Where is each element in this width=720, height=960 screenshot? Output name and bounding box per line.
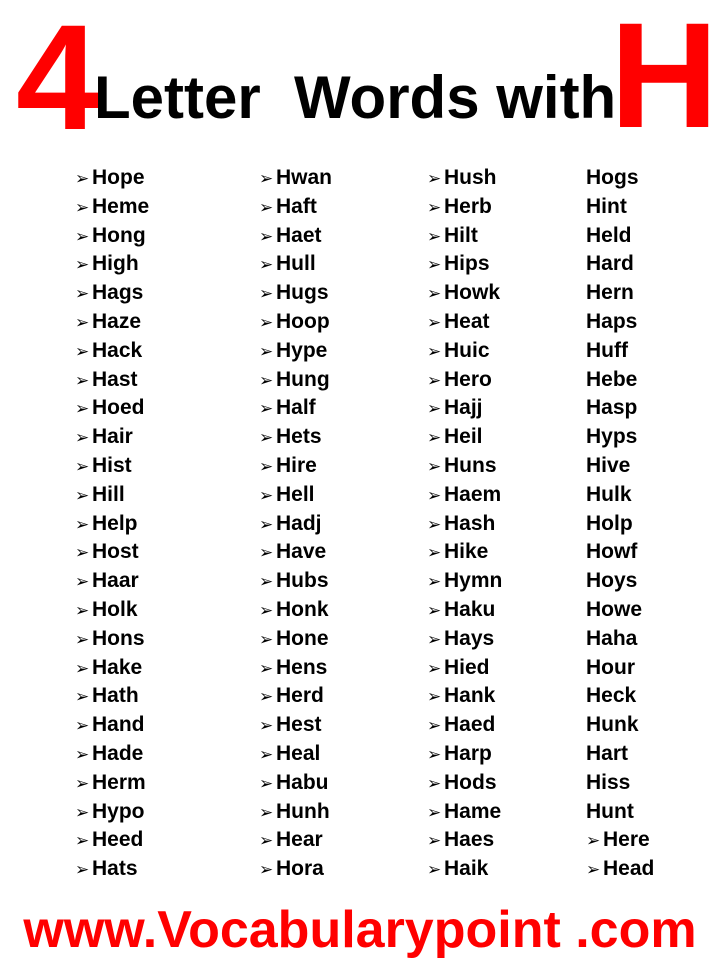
title-words-with: Words with [294, 64, 617, 131]
arrowhead-bullet-icon: ➢ [259, 543, 274, 563]
word-text: Hunt [586, 799, 634, 823]
website-footer: www.Vocabularypoint .com [23, 901, 697, 959]
word-column-3 [427, 164, 502, 884]
word-text: Hunh [276, 799, 330, 823]
arrowhead-bullet-icon: ➢ [259, 860, 274, 880]
word-text: Hons [92, 626, 145, 650]
word-list-item [259, 423, 332, 452]
word-text: Heat [444, 309, 490, 333]
word-text: Help [92, 511, 138, 535]
word-list-item [75, 452, 149, 481]
word-text: Heck [586, 684, 637, 708]
arrowhead-bullet-icon: ➢ [259, 370, 274, 390]
arrowhead-bullet-icon: ➢ [427, 860, 442, 880]
word-list-item [586, 366, 654, 395]
arrowhead-bullet-icon: ➢ [427, 341, 442, 361]
word-list-item [259, 222, 332, 251]
arrowhead-bullet-icon: ➢ [259, 629, 274, 649]
title-big-letter: H [610, 0, 719, 159]
word-list-item [259, 510, 332, 539]
arrowhead-bullet-icon: ➢ [75, 485, 90, 505]
arrowhead-bullet-icon: ➢ [427, 658, 442, 678]
arrowhead-bullet-icon: ➢ [75, 860, 90, 880]
word-text: Haed [444, 713, 496, 737]
word-text: Hope [92, 166, 145, 189]
word-list-item [427, 279, 502, 308]
word-text: Harp [444, 741, 492, 765]
word-text: Held [586, 223, 632, 247]
word-text: Huic [444, 338, 490, 362]
word-list-item [586, 452, 654, 481]
word-list-item [75, 682, 149, 711]
arrowhead-bullet-icon: ➢ [259, 572, 274, 592]
word-text: Hays [444, 626, 495, 650]
arrowhead-bullet-icon: ➢ [259, 197, 274, 217]
word-text: Hebe [586, 367, 638, 391]
word-list-item [586, 510, 654, 539]
word-text: Hwan [276, 166, 333, 189]
word-list-item [75, 625, 149, 654]
arrowhead-bullet-icon: ➢ [259, 428, 274, 448]
arrowhead-bullet-icon: ➢ [75, 773, 90, 793]
word-text: Hype [276, 338, 328, 362]
word-text: Hash [444, 511, 496, 535]
word-text: Hong [92, 223, 146, 247]
word-list-item [427, 394, 502, 423]
word-text: Hags [92, 281, 144, 305]
arrowhead-bullet-icon: ➢ [75, 600, 90, 620]
arrowhead-bullet-icon: ➢ [259, 485, 274, 505]
page-title [0, 0, 720, 161]
arrowhead-bullet-icon: ➢ [75, 226, 90, 246]
arrowhead-bullet-icon: ➢ [259, 341, 274, 361]
word-list-item [259, 193, 332, 222]
word-list-item [427, 711, 502, 740]
arrowhead-bullet-icon: ➢ [259, 831, 274, 851]
word-list-item [427, 250, 502, 279]
arrowhead-bullet-icon: ➢ [586, 831, 601, 851]
word-text: Hasp [586, 396, 638, 420]
word-text: Heal [276, 741, 321, 765]
word-text: Howk [444, 281, 501, 305]
word-text: Hoop [276, 309, 330, 333]
word-text: Hull [276, 252, 316, 276]
arrowhead-bullet-icon: ➢ [427, 543, 442, 563]
word-list-item [75, 308, 149, 337]
word-list-item [427, 654, 502, 683]
word-text: Hora [276, 857, 324, 881]
arrowhead-bullet-icon: ➢ [75, 312, 90, 332]
word-list-item [427, 740, 502, 769]
word-text: Hunk [586, 713, 639, 737]
word-text: Hung [276, 367, 330, 391]
word-list-item [427, 567, 502, 596]
arrowhead-bullet-icon: ➢ [427, 485, 442, 505]
word-list-item [259, 740, 332, 769]
word-list-item [586, 654, 654, 683]
word-list-item [75, 510, 149, 539]
word-list-item [427, 193, 502, 222]
word-list-item [75, 596, 149, 625]
word-text: Hath [92, 684, 139, 708]
word-list-item [586, 596, 654, 625]
word-list-item [75, 250, 149, 279]
word-list-item [427, 308, 502, 337]
word-text: Huff [586, 338, 628, 362]
word-list-item [427, 337, 502, 366]
word-list-item [75, 193, 149, 222]
word-text: Haet [276, 223, 322, 247]
word-list-item [427, 682, 502, 711]
word-text: Hero [444, 367, 492, 391]
word-list-item [75, 769, 149, 798]
word-column-4 [586, 164, 654, 884]
word-list-item [259, 826, 332, 855]
arrowhead-bullet-icon: ➢ [259, 169, 274, 188]
word-list-item [586, 193, 654, 222]
word-list-item [259, 855, 332, 884]
word-text: Hast [92, 367, 138, 391]
arrowhead-bullet-icon: ➢ [427, 716, 442, 736]
word-list-item [586, 481, 654, 510]
arrowhead-bullet-icon: ➢ [427, 284, 442, 304]
word-text: Have [276, 540, 327, 564]
arrowhead-bullet-icon: ➢ [259, 744, 274, 764]
word-text: Hypo [92, 799, 145, 823]
word-column-2 [259, 164, 332, 884]
word-text: Hips [444, 252, 490, 276]
word-text: Hajj [444, 396, 483, 420]
word-list-item [586, 826, 654, 855]
arrowhead-bullet-icon: ➢ [75, 543, 90, 563]
arrowhead-bullet-icon: ➢ [586, 860, 601, 880]
word-text: Herd [276, 684, 324, 708]
word-list-item [75, 279, 149, 308]
word-text: Hand [92, 713, 145, 737]
word-text: Haes [444, 828, 495, 852]
word-list-item [427, 855, 502, 884]
arrowhead-bullet-icon: ➢ [427, 370, 442, 390]
word-text: Here [603, 828, 650, 852]
arrowhead-bullet-icon: ➢ [427, 514, 442, 534]
arrowhead-bullet-icon: ➢ [259, 514, 274, 534]
word-list-item [75, 711, 149, 740]
arrowhead-bullet-icon: ➢ [75, 687, 90, 707]
arrowhead-bullet-icon: ➢ [259, 687, 274, 707]
word-text: Hilt [444, 223, 478, 247]
word-list-item [75, 164, 149, 193]
arrowhead-bullet-icon: ➢ [427, 169, 442, 188]
word-text: Hear [276, 828, 323, 852]
word-text: Half [276, 396, 316, 420]
word-text: Hymn [444, 569, 503, 593]
arrowhead-bullet-icon: ➢ [75, 399, 90, 419]
arrowhead-bullet-icon: ➢ [75, 284, 90, 304]
word-text: Hike [444, 540, 489, 564]
word-text: Huns [444, 453, 497, 477]
word-list-item [75, 481, 149, 510]
word-list-item [75, 855, 149, 884]
word-text: Hair [92, 425, 133, 449]
word-list-item [259, 711, 332, 740]
word-list-item [259, 654, 332, 683]
word-text: Hadj [276, 511, 322, 535]
word-list-item [427, 596, 502, 625]
word-text: Hire [276, 453, 317, 477]
word-list-item [259, 250, 332, 279]
word-list-item [427, 423, 502, 452]
word-list-item [75, 567, 149, 596]
word-text: Honk [276, 597, 329, 621]
arrowhead-bullet-icon: ➢ [259, 312, 274, 332]
word-text: Holk [92, 597, 138, 621]
word-list-item [75, 826, 149, 855]
title-letter-word: Letter [94, 64, 261, 131]
arrowhead-bullet-icon: ➢ [259, 658, 274, 678]
word-text: Hank [444, 684, 496, 708]
word-list-item [259, 769, 332, 798]
arrowhead-bullet-icon: ➢ [259, 716, 274, 736]
word-text: Hone [276, 626, 329, 650]
arrowhead-bullet-icon: ➢ [75, 255, 90, 275]
word-list-item [586, 250, 654, 279]
arrowhead-bullet-icon: ➢ [259, 226, 274, 246]
word-list-item [427, 510, 502, 539]
word-text: Hogs [586, 166, 639, 189]
word-text: Hill [92, 482, 125, 506]
arrowhead-bullet-icon: ➢ [75, 629, 90, 649]
word-text: Hats [92, 857, 138, 881]
arrowhead-bullet-icon: ➢ [75, 456, 90, 476]
word-list-item [427, 222, 502, 251]
arrowhead-bullet-icon: ➢ [427, 802, 442, 822]
word-list-item [259, 164, 332, 193]
word-text: Hack [92, 338, 143, 362]
word-text: Hubs [276, 569, 329, 593]
arrowhead-bullet-icon: ➢ [427, 773, 442, 793]
word-list-item [586, 567, 654, 596]
word-text: Hart [586, 741, 629, 765]
arrowhead-bullet-icon: ➢ [427, 687, 442, 707]
arrowhead-bullet-icon: ➢ [427, 600, 442, 620]
word-text: Hive [586, 453, 631, 477]
word-list-item [75, 423, 149, 452]
word-text: Hint [586, 194, 627, 218]
word-list-item [75, 654, 149, 683]
arrowhead-bullet-icon: ➢ [259, 773, 274, 793]
word-text: Habu [276, 770, 329, 794]
word-text: High [92, 252, 139, 276]
word-list-item [259, 798, 332, 827]
word-text: Hyps [586, 425, 638, 449]
word-list-item [75, 337, 149, 366]
word-list-item [586, 682, 654, 711]
word-list-item [586, 769, 654, 798]
word-text: Hoed [92, 396, 145, 420]
word-list-item [586, 538, 654, 567]
word-list-item [427, 164, 502, 193]
word-list-item [586, 625, 654, 654]
word-text: Haha [586, 626, 638, 650]
word-text: Heme [92, 194, 150, 218]
word-list-item [586, 423, 654, 452]
arrowhead-bullet-icon: ➢ [427, 226, 442, 246]
arrowhead-bullet-icon: ➢ [75, 169, 90, 188]
word-text: Host [92, 540, 139, 564]
word-text: Heed [92, 828, 144, 852]
word-text: Hush [444, 166, 497, 189]
word-text: Holp [586, 511, 633, 535]
arrowhead-bullet-icon: ➢ [259, 600, 274, 620]
word-list-item [427, 452, 502, 481]
arrowhead-bullet-icon: ➢ [427, 255, 442, 275]
word-text: Hell [276, 482, 315, 506]
word-text: Haik [444, 857, 489, 881]
word-list-item [259, 682, 332, 711]
word-text: Haps [586, 309, 638, 333]
arrowhead-bullet-icon: ➢ [75, 744, 90, 764]
arrowhead-bullet-icon: ➢ [75, 831, 90, 851]
word-list-item [259, 538, 332, 567]
word-text: Hugs [276, 281, 329, 305]
word-list-item [586, 394, 654, 423]
word-text: Howe [586, 597, 643, 621]
word-list-item [586, 740, 654, 769]
word-list-item [427, 481, 502, 510]
arrowhead-bullet-icon: ➢ [75, 572, 90, 592]
arrowhead-bullet-icon: ➢ [75, 341, 90, 361]
arrowhead-bullet-icon: ➢ [75, 802, 90, 822]
word-list-item [586, 798, 654, 827]
arrowhead-bullet-icon: ➢ [427, 629, 442, 649]
word-list-item [75, 538, 149, 567]
word-text: Hied [444, 655, 490, 679]
word-text: Hern [586, 281, 634, 305]
word-list-item [75, 366, 149, 395]
word-list-item [259, 337, 332, 366]
word-text: Haku [444, 597, 496, 621]
word-list-item [427, 769, 502, 798]
arrowhead-bullet-icon: ➢ [259, 284, 274, 304]
word-text: Hets [276, 425, 322, 449]
word-list-item [259, 625, 332, 654]
arrowhead-bullet-icon: ➢ [259, 255, 274, 275]
arrowhead-bullet-icon: ➢ [259, 399, 274, 419]
word-list-item [259, 481, 332, 510]
word-list-item [427, 798, 502, 827]
word-text: Head [603, 857, 655, 881]
word-text: Hake [92, 655, 143, 679]
word-text: Hens [276, 655, 328, 679]
word-list-item [75, 394, 149, 423]
word-column-1 [75, 164, 149, 884]
word-list-item [586, 308, 654, 337]
arrowhead-bullet-icon: ➢ [75, 514, 90, 534]
word-text: Haem [444, 482, 502, 506]
word-list-item [75, 740, 149, 769]
word-text: Hulk [586, 482, 632, 506]
arrowhead-bullet-icon: ➢ [75, 370, 90, 390]
word-list-item [259, 394, 332, 423]
word-text: Hest [276, 713, 322, 737]
word-list-item [586, 711, 654, 740]
word-text: Hiss [586, 770, 631, 794]
word-list-item [586, 279, 654, 308]
word-list-item [75, 222, 149, 251]
word-text: Hoys [586, 569, 638, 593]
word-text: Hame [444, 799, 502, 823]
arrowhead-bullet-icon: ➢ [427, 428, 442, 448]
word-list-item [259, 279, 332, 308]
word-text: Hour [586, 655, 635, 679]
arrowhead-bullet-icon: ➢ [427, 399, 442, 419]
arrowhead-bullet-icon: ➢ [75, 658, 90, 678]
arrowhead-bullet-icon: ➢ [259, 802, 274, 822]
word-list-item [586, 164, 654, 193]
word-text: Hard [586, 252, 634, 276]
word-text: Herm [92, 770, 146, 794]
word-list-item [259, 567, 332, 596]
arrowhead-bullet-icon: ➢ [75, 197, 90, 217]
arrowhead-bullet-icon: ➢ [75, 428, 90, 448]
word-list-item [427, 538, 502, 567]
word-text: Herb [444, 194, 492, 218]
word-list-item [427, 366, 502, 395]
arrowhead-bullet-icon: ➢ [427, 197, 442, 217]
word-text: Hist [92, 453, 132, 477]
word-text: Heil [444, 425, 483, 449]
word-text: Haze [92, 309, 142, 333]
word-text: Haar [92, 569, 139, 593]
word-list-item [75, 798, 149, 827]
word-text: Haft [276, 194, 317, 218]
word-list-item [427, 826, 502, 855]
arrowhead-bullet-icon: ➢ [427, 572, 442, 592]
word-list-item [586, 855, 654, 884]
arrowhead-bullet-icon: ➢ [427, 456, 442, 476]
title-number: 4 [16, 0, 96, 161]
arrowhead-bullet-icon: ➢ [427, 831, 442, 851]
word-list-item [259, 308, 332, 337]
word-text: Hade [92, 741, 144, 765]
word-list-item [427, 625, 502, 654]
arrowhead-bullet-icon: ➢ [427, 744, 442, 764]
arrowhead-bullet-icon: ➢ [75, 716, 90, 736]
word-list-item [586, 222, 654, 251]
arrowhead-bullet-icon: ➢ [259, 456, 274, 476]
word-list-item [259, 596, 332, 625]
arrowhead-bullet-icon: ➢ [427, 312, 442, 332]
word-list-item [259, 366, 332, 395]
word-text: Hods [444, 770, 497, 794]
word-list-item [259, 452, 332, 481]
word-list-item [586, 337, 654, 366]
word-text: Howf [586, 540, 638, 564]
